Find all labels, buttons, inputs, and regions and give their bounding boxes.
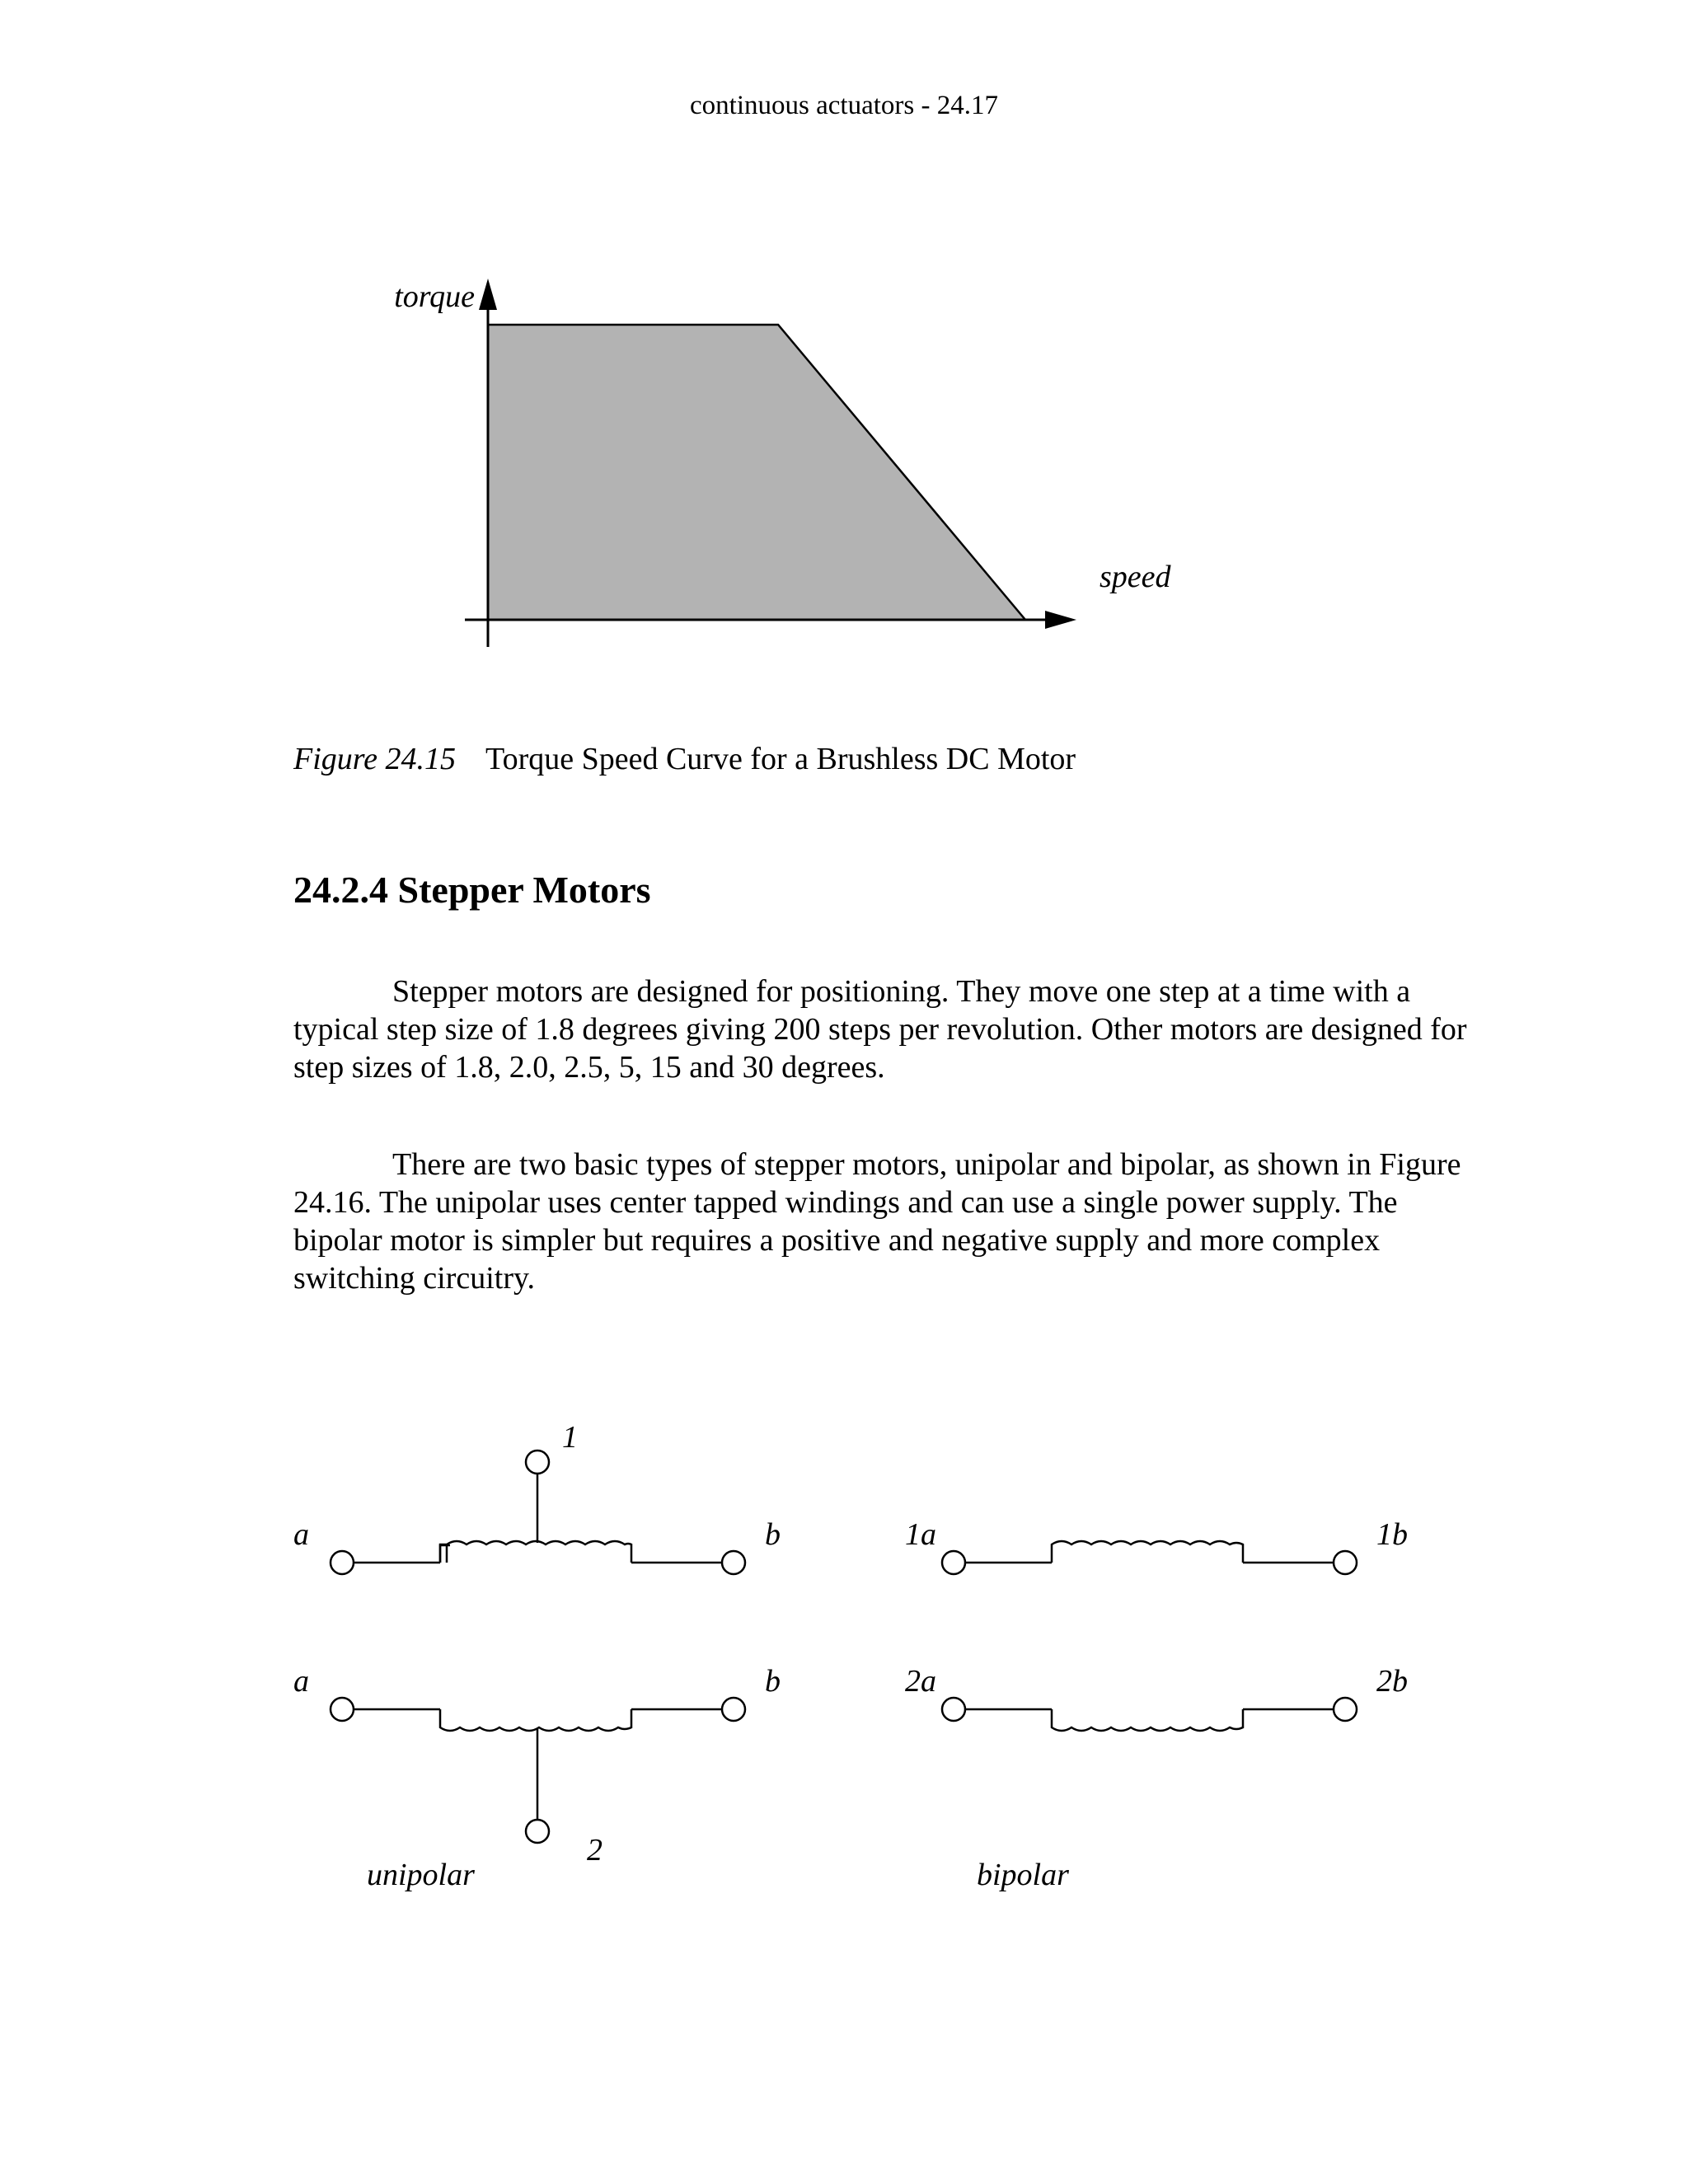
terminal-unipolar-top-left bbox=[331, 1551, 354, 1574]
y-axis-label: torque bbox=[394, 279, 475, 314]
x-axis-label: speed bbox=[1100, 560, 1171, 594]
paragraph: There are two basic types of stepper motors, unipolar and bipolar, as shown in Figure 24.16. The unipolar uses center tapped windings and can use a single power supply. The bipolar motor is simpler but requires a positive and negative supply and more complex switching circuitry. bbox=[293, 1147, 1461, 1296]
terminal-unipolar-tap-2 bbox=[526, 1820, 549, 1843]
stepper-winding-diagram bbox=[0, 1401, 1688, 1978]
terminal-bipolar-1a bbox=[942, 1551, 965, 1574]
torque-speed-area bbox=[488, 325, 1025, 620]
label-unipolar-top-right: b bbox=[765, 1517, 781, 1552]
terminal-unipolar-bottom-right bbox=[722, 1698, 745, 1721]
figure-number: Figure 24.15 bbox=[293, 742, 457, 776]
x-axis-arrowhead bbox=[1045, 611, 1076, 629]
coil bbox=[440, 1545, 450, 1563]
label-unipolar-tap-1: 1 bbox=[562, 1420, 578, 1455]
caption-unipolar: unipolar bbox=[367, 1858, 475, 1892]
y-axis-arrowhead bbox=[479, 279, 497, 310]
label-bipolar-2b: 2b bbox=[1376, 1664, 1408, 1699]
label-unipolar-bottom-right: b bbox=[765, 1664, 781, 1699]
figure-caption-text: Torque Speed Curve for a Brushless DC Motor bbox=[485, 742, 1076, 776]
bipolar-bottom-winding bbox=[942, 1698, 1357, 1731]
figure-caption bbox=[293, 740, 1076, 778]
bipolar-top-winding bbox=[942, 1541, 1357, 1574]
coil bbox=[440, 1541, 631, 1563]
unipolar-top-winding bbox=[331, 1451, 745, 1574]
unipolar-bottom-winding bbox=[331, 1698, 745, 1843]
coil bbox=[440, 1709, 631, 1731]
coil bbox=[1052, 1709, 1243, 1731]
label-unipolar-bottom-left: a bbox=[293, 1664, 309, 1699]
paragraph: Stepper motors are designed for positioning. They move one step at a time with a typical step size of 1.8 degrees giving 200 steps per revolution. Other motors are designed for step sizes of 1.8, 2.0, 2.5, 5, 15 and 30 degrees. bbox=[293, 974, 1467, 1085]
terminal-unipolar-tap-1 bbox=[526, 1451, 549, 1474]
label-unipolar-tap-2: 2 bbox=[587, 1833, 603, 1868]
terminal-unipolar-bottom-left bbox=[331, 1698, 354, 1721]
coil bbox=[1052, 1541, 1243, 1563]
terminal-bipolar-2a bbox=[942, 1698, 965, 1721]
caption-bipolar: bipolar bbox=[977, 1858, 1069, 1892]
torque-speed-chart bbox=[0, 0, 1688, 709]
label-bipolar-2a: 2a bbox=[905, 1664, 936, 1699]
terminal-bipolar-1b bbox=[1334, 1551, 1357, 1574]
section-heading: 24.2.4 Stepper Motors bbox=[293, 869, 651, 911]
label-unipolar-top-left: a bbox=[293, 1517, 309, 1552]
terminal-unipolar-top-right bbox=[722, 1551, 745, 1574]
page-header: continuous actuators - 24.17 bbox=[690, 91, 998, 120]
label-bipolar-1a: 1a bbox=[905, 1517, 936, 1552]
label-bipolar-1b: 1b bbox=[1376, 1517, 1408, 1552]
terminal-bipolar-2b bbox=[1334, 1698, 1357, 1721]
